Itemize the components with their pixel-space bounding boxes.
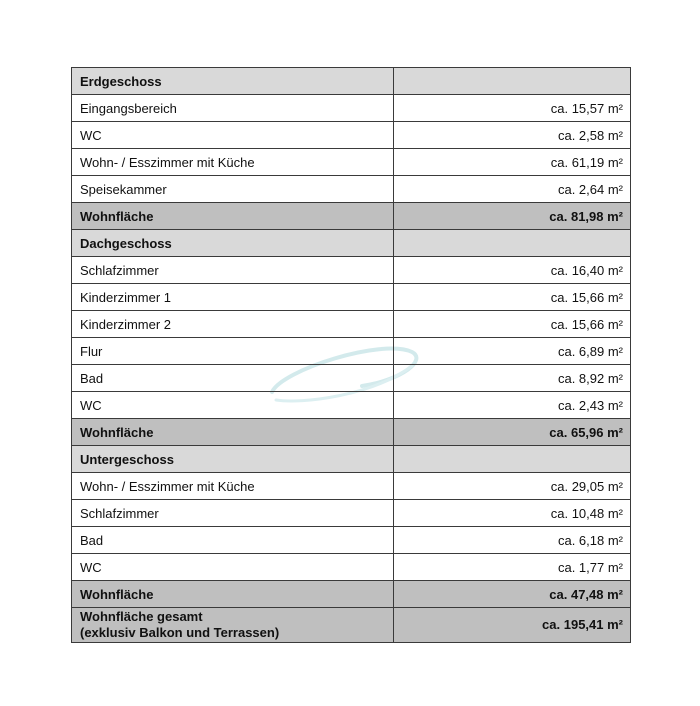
table-row bbox=[72, 554, 631, 581]
subtotal-label: Wohnfläche bbox=[72, 581, 394, 608]
room-area: ca. 6,89 m² bbox=[394, 338, 631, 365]
room-name: WC bbox=[72, 392, 394, 419]
section-title: Erdgeschoss bbox=[72, 68, 394, 95]
grand-total-row bbox=[72, 608, 631, 643]
table-row bbox=[72, 149, 631, 176]
subtotal-value: ca. 65,96 m² bbox=[394, 419, 631, 446]
room-name: Bad bbox=[72, 527, 394, 554]
table-row bbox=[72, 473, 631, 500]
subtotal-label: Wohnfläche bbox=[72, 419, 394, 446]
table-row bbox=[72, 257, 631, 284]
room-area: ca. 2,58 m² bbox=[394, 122, 631, 149]
room-area: ca. 6,18 m² bbox=[394, 527, 631, 554]
grand-total-label-line2: (exklusiv Balkon und Terrassen) bbox=[80, 625, 280, 640]
room-name: Wohn- / Esszimmer mit Küche bbox=[72, 149, 394, 176]
room-name: Eingangsbereich bbox=[72, 95, 394, 122]
room-name: Speisekammer bbox=[72, 176, 394, 203]
room-area: ca. 15,66 m² bbox=[394, 311, 631, 338]
table-row bbox=[72, 284, 631, 311]
subtotal-row bbox=[72, 203, 631, 230]
room-name: WC bbox=[72, 122, 394, 149]
room-name: Flur bbox=[72, 338, 394, 365]
table-row bbox=[72, 392, 631, 419]
table-row bbox=[72, 338, 631, 365]
room-area: ca. 29,05 m² bbox=[394, 473, 631, 500]
table-row bbox=[72, 365, 631, 392]
table-row bbox=[72, 95, 631, 122]
subtotal-value: ca. 47,48 m² bbox=[394, 581, 631, 608]
room-name: Wohn- / Esszimmer mit Küche bbox=[72, 473, 394, 500]
room-area: ca. 2,64 m² bbox=[394, 176, 631, 203]
room-name: Kinderzimmer 1 bbox=[72, 284, 394, 311]
section-empty-cell bbox=[394, 68, 631, 95]
section-empty-cell bbox=[394, 446, 631, 473]
table-row bbox=[72, 122, 631, 149]
subtotal-label: Wohnfläche bbox=[72, 203, 394, 230]
section-header-row bbox=[72, 68, 631, 95]
room-area: ca. 16,40 m² bbox=[394, 257, 631, 284]
room-name: Schlafzimmer bbox=[72, 500, 394, 527]
grand-total-label bbox=[72, 608, 394, 643]
grand-total-label-line1: Wohnfläche gesamt bbox=[80, 609, 203, 624]
table-row bbox=[72, 311, 631, 338]
room-name: Kinderzimmer 2 bbox=[72, 311, 394, 338]
section-header-row bbox=[72, 230, 631, 257]
room-name: Schlafzimmer bbox=[72, 257, 394, 284]
section-title: Dachgeschoss bbox=[72, 230, 394, 257]
table-body bbox=[72, 68, 631, 643]
section-title: Untergeschoss bbox=[72, 446, 394, 473]
living-area-table bbox=[71, 67, 631, 643]
room-area: ca. 15,66 m² bbox=[394, 284, 631, 311]
room-area: ca. 1,77 m² bbox=[394, 554, 631, 581]
table-row bbox=[72, 176, 631, 203]
table-row bbox=[72, 500, 631, 527]
section-header-row bbox=[72, 446, 631, 473]
section-empty-cell bbox=[394, 230, 631, 257]
subtotal-row bbox=[72, 581, 631, 608]
room-name: Bad bbox=[72, 365, 394, 392]
room-area: ca. 8,92 m² bbox=[394, 365, 631, 392]
subtotal-value: ca. 81,98 m² bbox=[394, 203, 631, 230]
room-name: WC bbox=[72, 554, 394, 581]
grand-total-value: ca. 195,41 m² bbox=[394, 608, 631, 643]
subtotal-row bbox=[72, 419, 631, 446]
room-area: ca. 61,19 m² bbox=[394, 149, 631, 176]
room-area: ca. 10,48 m² bbox=[394, 500, 631, 527]
room-area: ca. 2,43 m² bbox=[394, 392, 631, 419]
table-row bbox=[72, 527, 631, 554]
room-area: ca. 15,57 m² bbox=[394, 95, 631, 122]
